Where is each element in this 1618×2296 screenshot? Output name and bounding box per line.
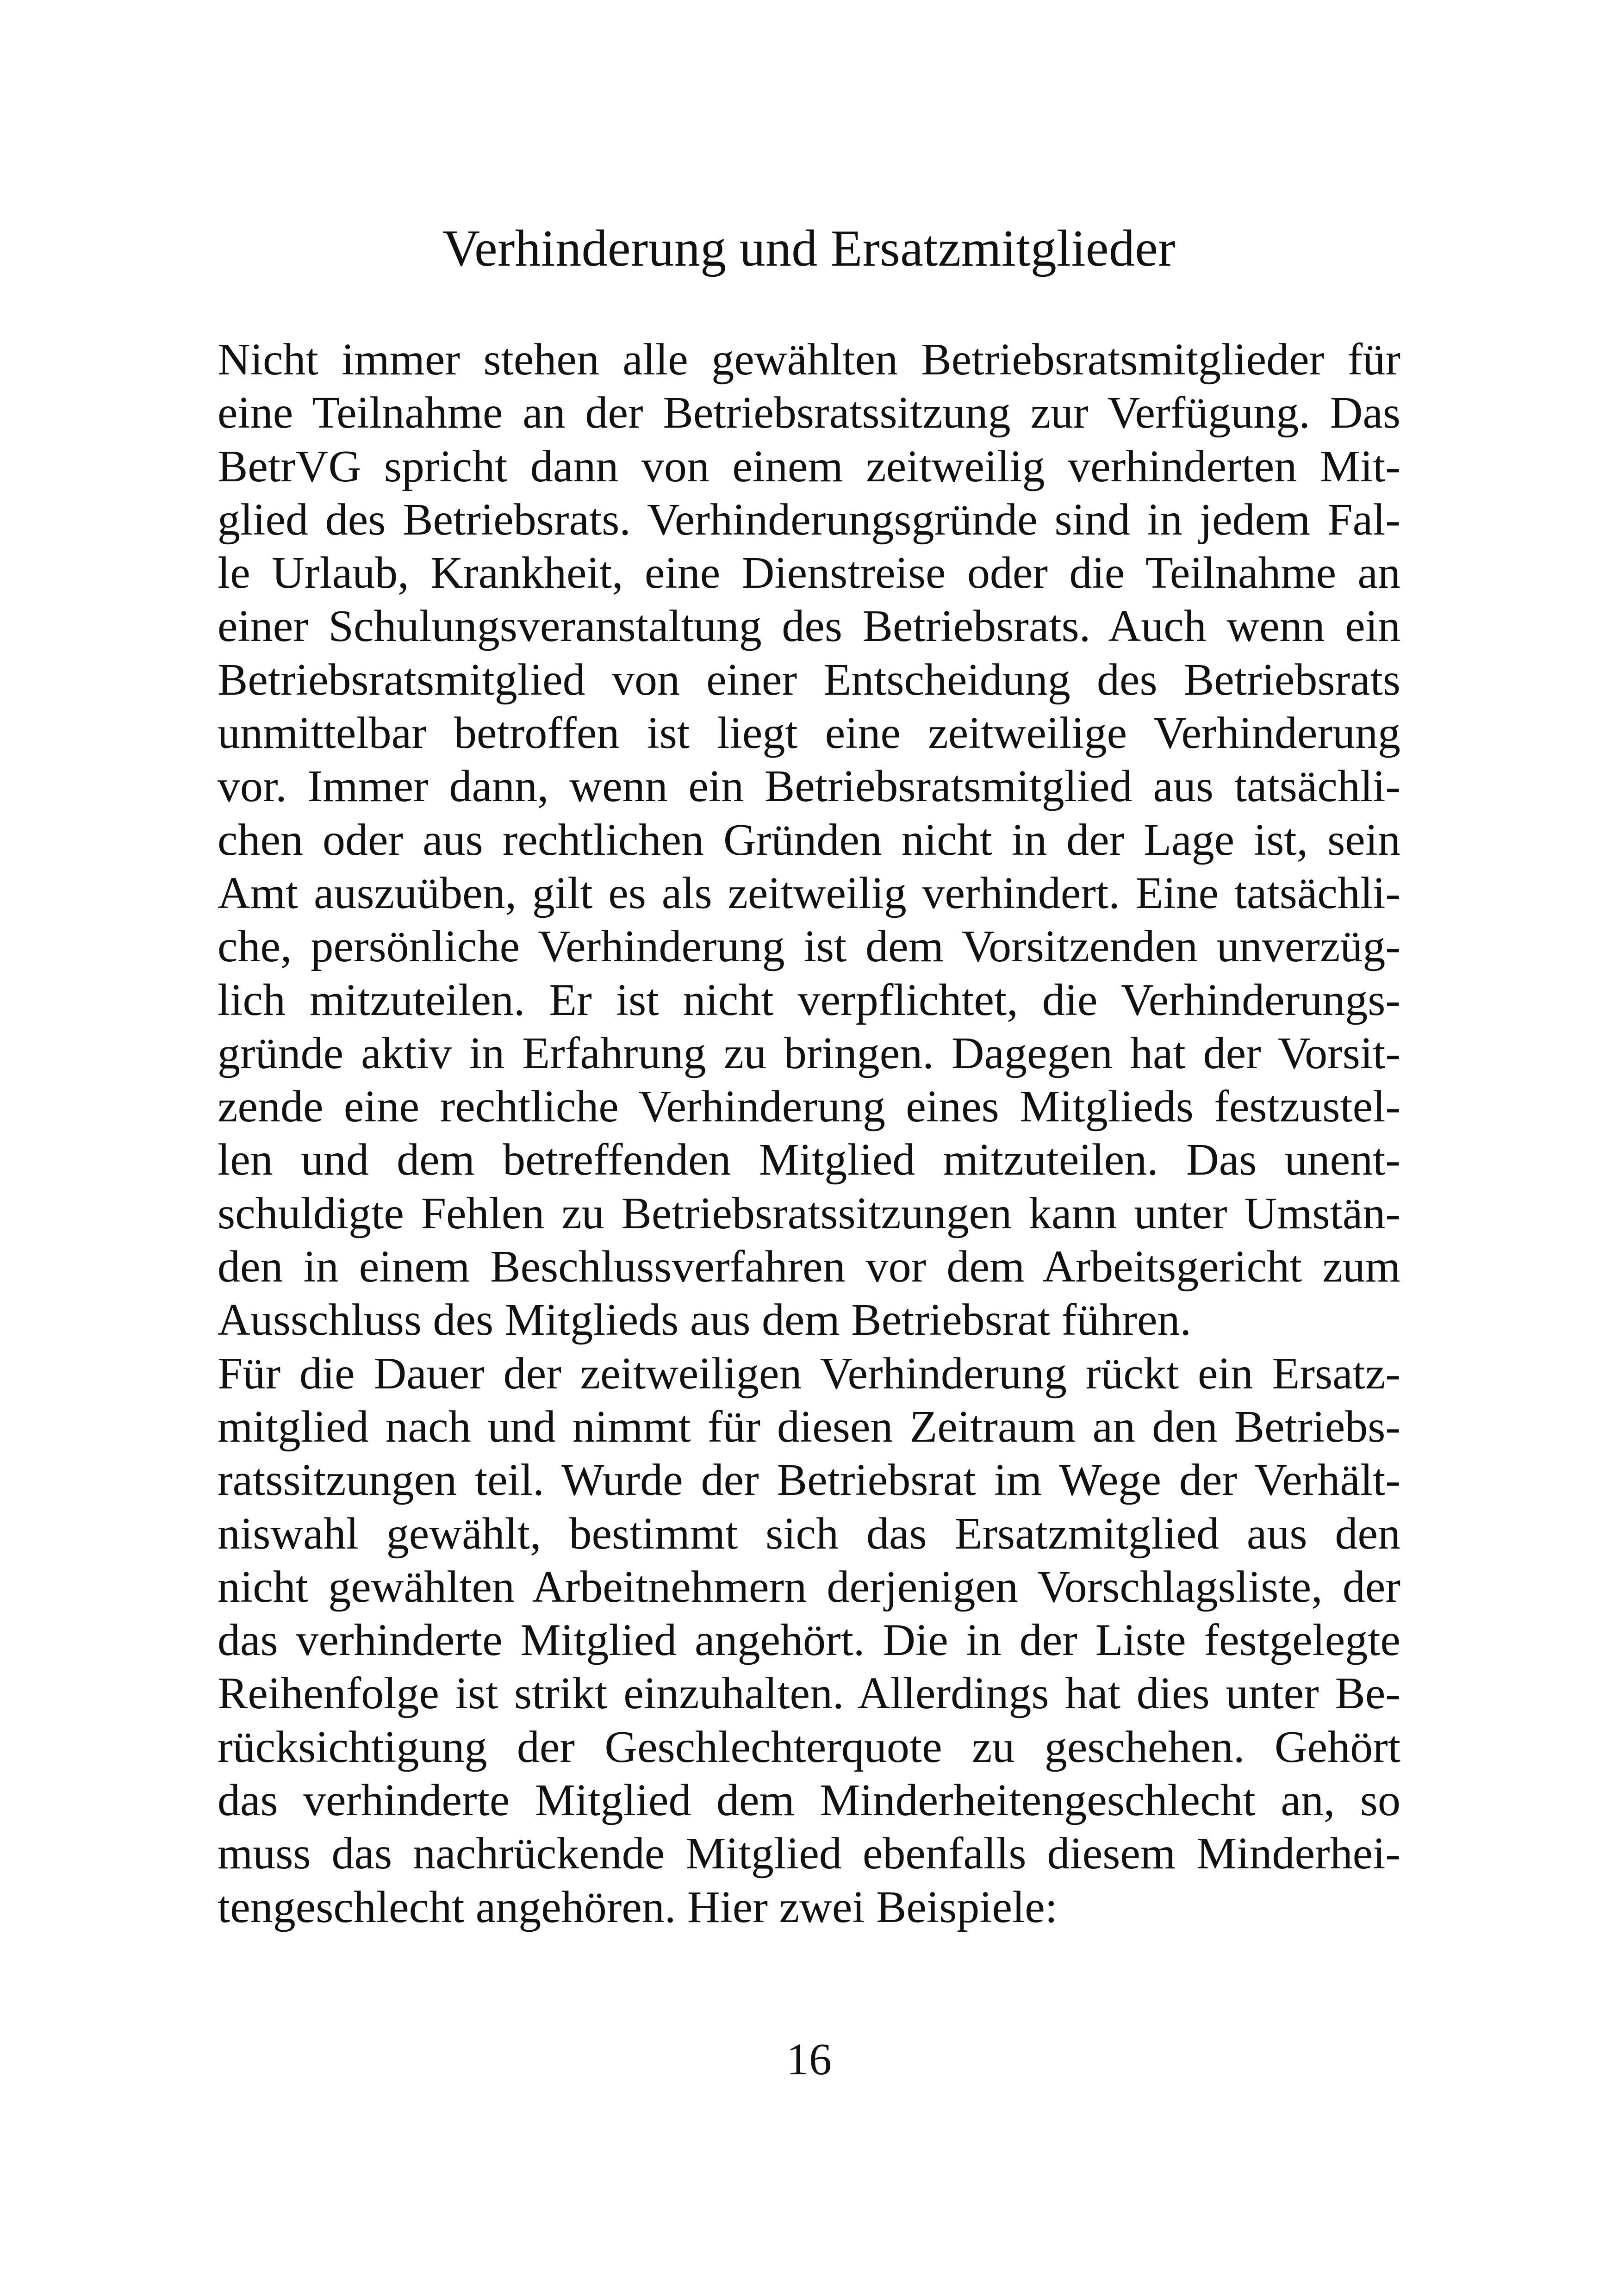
text-line: vor. Immer dann, wenn ein Betriebsratsmitglied aus tatsächli- (218, 761, 1400, 812)
text-line: nicht gewählten Arbeitnehmern derjenigen Vorschlagsliste, der (218, 1562, 1400, 1612)
text-line: das verhinderte Mitglied dem Minderheitengeschlecht an, so (218, 1775, 1400, 1826)
text-line: chen oder aus rechtlichen Gründen nicht in der Lage ist, sein (218, 815, 1400, 865)
text-line: muss das nachrückende Mitglied ebenfalls diesem Minderhei- (218, 1829, 1400, 1879)
text-line: le Urlaub, Krankheit, eine Dienstreise oder die Teilnahme an (218, 548, 1400, 598)
text-line: zende eine rechtliche Verhinderung eines Mitglieds festzustel- (218, 1082, 1400, 1132)
text-line: che, persönliche Verhinderung ist dem Vorsitzenden unverzüg- (218, 921, 1400, 972)
text-line: rücksichtigung der Geschlechterquote zu geschehen. Gehört (218, 1722, 1400, 1772)
text-line: Reihenfolge ist strikt einzuhalten. Allerdings hat dies unter Be- (218, 1668, 1400, 1719)
text-line: eine Teilnahme an der Betriebsratssitzung zur Verfügung. Das (218, 388, 1400, 438)
text-line: lich mitzuteilen. Er ist nicht verpflichtet, die Verhinderungs- (218, 975, 1400, 1025)
text-line: Ausschluss des Mitglieds aus dem Betriebsrat führen. (218, 1295, 1191, 1345)
text-line: BetrVG spricht dann von einem zeitweilig verhinderten Mit- (218, 441, 1400, 492)
page-number: 16 (786, 2035, 832, 2084)
text-line: mitglied nach und nimmt für diesen Zeitraum an den Betriebs- (218, 1401, 1400, 1452)
text-line: ratssitzungen teil. Wurde der Betriebsrat im Wege der Verhält- (218, 1455, 1400, 1506)
body-text (218, 333, 1400, 1934)
text-line: Amt auszuüben, gilt es als zeitweilig verhindert. Eine tatsächli- (218, 868, 1400, 918)
text-line: niswahl gewählt, bestimmt sich das Ersatzmitglied aus den (218, 1508, 1400, 1559)
text-line: den in einem Beschlussverfahren vor dem Arbeitsgericht zum (218, 1242, 1400, 1292)
text-line: Betriebsratsmitglied von einer Entscheidung des Betriebsrats (218, 654, 1400, 705)
text-line: einer Schulungsveranstaltung des Betriebsrats. Auch wenn ein (218, 601, 1400, 652)
text-line: len und dem betreffenden Mitglied mitzuteilen. Das unent- (218, 1135, 1400, 1185)
text-line: glied des Betriebsrats. Verhinderungsgründe sind in jedem Fal- (218, 494, 1400, 545)
text-line: schuldigte Fehlen zu Betriebsratssitzungen kann unter Umstän- (218, 1188, 1400, 1238)
text-line: gründe aktiv in Erfahrung zu bringen. Dagegen hat der Vorsit- (218, 1028, 1400, 1078)
text-line: das verhinderte Mitglied angehört. Die in der Liste festgelegte (218, 1615, 1400, 1666)
text-line: Nicht immer stehen alle gewählten Betriebsratsmitglieder für (218, 335, 1400, 385)
page-title: Verhinderung und Ersatzmitglieder (442, 220, 1176, 277)
text-line: unmittelbar betroffen ist liegt eine zeitweilige Verhinderung (218, 708, 1400, 759)
text-line: tengeschlecht angehören. Hier zwei Beispiele: (218, 1882, 1058, 1932)
text-line: Für die Dauer der zeitweiligen Verhinderung rückt ein Ersatz- (218, 1348, 1400, 1399)
